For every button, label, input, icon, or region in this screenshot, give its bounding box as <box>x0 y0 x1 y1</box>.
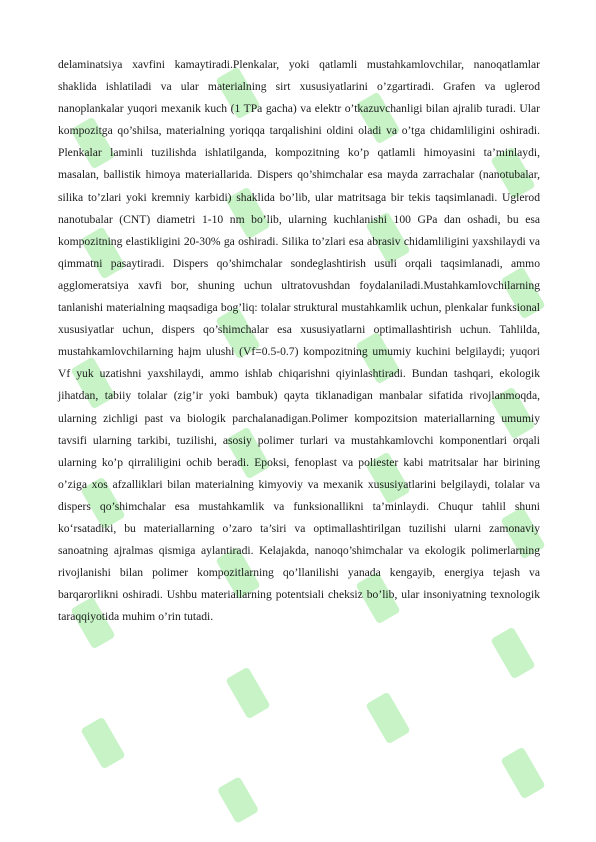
body-paragraph: delaminatsiya xavfini kamaytiradi.Plenkalar, yoki qatlamli mustahkamlovchilar, nanoqatlamlar shaklida ishlatiladi va ular materialning sirt xususiyatlarini o’zgartiradi. Grafen va uglerod nanoplankalar yuqori mexanik kuch (1 TPa gacha) va elektr o’tkazuvchanligi bilan ajralib turadi. Ular kompozitga qo’shilsa, materialning yoriqqa tarqalishini oldini oladi va o’tga chidamliligini oshiradi. Plenkalar laminli tuzilishda ishlatilganda, kompozitning ko’p qatlamli himoyasini ta’minlaydi, masalan, ballistik himoya materiallarida. Dispers qo’shimchalar esa mayda zarrachalar (nanotubalar, silika to’zlari yoki kremniy karbidi) shaklida bo’lib, ular matritsaga bir tekis taqsimlanadi. Uglerod nanotubalar (CNT) diametri 1-10 nm bo’lib, ularning kuchlanishi 100 GPa dan oshadi, bu esa kompozitning elastikligini 20-30% ga oshiradi. Silika to’zlari esa abrasiv chidamliligini yaxshilaydi va qimmatni pasaytiradi. Dispers qo’shimchalar sondeglashtirish usuli orqali taqsimlanadi, ammo agglomeratsiya xavfi bor, shuning uchun ultratovushdan foydalaniladi.Mustahkamlovchilarning tanlanishi materialning maqsadiga bog’liq: tolalar struktural mustahkamlik uchun, plenkalar funksional xususiyatlar uchun, dispers qo’shimchalar esa xususiyatlarni optimallashtirish uchun. Tahlilda, mustahkamlovchilarning hajm ulushi (Vf=0.5-0.7) kompozitning umumiy kuchini belgilaydi; yuqori Vf yuk uzatishni yaxshilaydi, ammo ishlab chiqarishni qiyinlashtiradi. Bundan tashqari, ekologik jihatdan, tabiiy tolalar (zig’ir yoki bambuk) qayta tiklanadigan manbalar sifatida rivojlanmoqda, ularning zichligi past va biologik parchalanadigan.Polimer kompozitsion materiallarning umumiy tavsifi ularning tarkibi, tuzilishi, asosiy polimer turlari va mustahkamlovchi komponentlari orqali ularning ko’p qirraliligini ochib beradi. Epoksi, fenoplast va poliester kabi matritsalar har birining o’ziga xos afzalliklari bilan materialning kimyoviy va mexanik xususiyatlarini belgilaydi, tolalar va dispers qo’shimchalar esa mustahkamlik va funksionallikni ta’minlaydi. Chuqur tahlil shuni ko‘rsatadiki, bu materiallarning o’zaro ta’siri va optimallashtirilgan tuzilishi ularni zamonaviy sanoatning ajralmas qismiga aylantiradi. Kelajakda, nanoqo’shimchalar va ekologik polimerlarning rivojlanishi bilan polimer kompozitlarning qo’llanilishi yanada kengayib, energiya tejash va barqarorlikni oshiradi. Ushbu materiallarning potentsiali cheksiz bo’lib, ular insoniyatning texnologik taraqqiyotida muhim o’rin tutadi. <box>58 58 540 624</box>
